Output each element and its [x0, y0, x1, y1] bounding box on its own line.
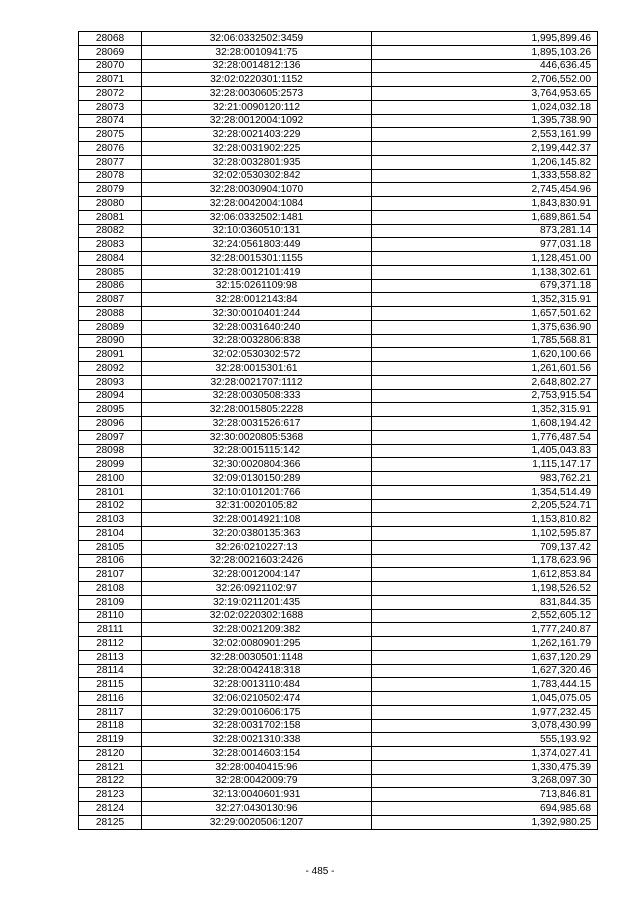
row-number-cell: 28080 [79, 197, 142, 211]
value-cell: 1,374,027.41 [372, 747, 598, 761]
cadastral-number-cell: 32:06:0210502:474 [142, 692, 372, 706]
table-row [79, 114, 598, 128]
value-cell: 1,178,623.96 [372, 554, 598, 568]
cadastral-number-cell: 32:28:0032801:935 [142, 155, 372, 169]
row-number-cell: 28119 [79, 733, 142, 747]
cadastral-number-cell: 32:02:0530302:842 [142, 169, 372, 183]
row-number-cell: 28089 [79, 320, 142, 334]
value-cell: 1,352,315.91 [372, 403, 598, 417]
value-cell: 2,706,552.00 [372, 73, 598, 87]
table-row [79, 664, 598, 678]
table-row [79, 788, 598, 802]
table-row [79, 155, 598, 169]
value-cell: 1,330,475.39 [372, 760, 598, 774]
row-number-cell: 28100 [79, 472, 142, 486]
row-number-cell: 28108 [79, 582, 142, 596]
value-cell: 1,024,032.18 [372, 100, 598, 114]
row-number-cell: 28112 [79, 637, 142, 651]
table-row [79, 224, 598, 238]
table-row [79, 73, 598, 87]
cadastral-number-cell: 32:28:0014921:108 [142, 513, 372, 527]
value-cell: 1,102,595.87 [372, 527, 598, 541]
value-cell: 679,371.18 [372, 279, 598, 293]
value-cell: 1,627,320.46 [372, 664, 598, 678]
table-row [79, 197, 598, 211]
cadastral-number-cell: 32:28:0012101:419 [142, 265, 372, 279]
value-cell: 1,995,899.46 [372, 32, 598, 46]
cadastral-number-cell: 32:28:0031702:158 [142, 719, 372, 733]
row-number-cell: 28118 [79, 719, 142, 733]
cadastral-number-cell: 32:28:0012004:147 [142, 568, 372, 582]
table-row [79, 279, 598, 293]
table-row [79, 87, 598, 101]
row-number-cell: 28113 [79, 650, 142, 664]
value-cell: 1,138,302.61 [372, 265, 598, 279]
cadastral-number-cell: 32:28:0030605:2573 [142, 87, 372, 101]
row-number-cell: 28096 [79, 417, 142, 431]
table-row [79, 362, 598, 376]
cadastral-number-cell: 32:28:0031640:240 [142, 320, 372, 334]
value-cell: 1,620,100.66 [372, 348, 598, 362]
cadastral-number-cell: 32:19:0211201:435 [142, 595, 372, 609]
row-number-cell: 28123 [79, 788, 142, 802]
value-cell: 1,375,636.90 [372, 320, 598, 334]
table-row [79, 472, 598, 486]
value-cell: 3,268,097.30 [372, 774, 598, 788]
row-number-cell: 28115 [79, 678, 142, 692]
cadastral-number-cell: 32:28:0010941:75 [142, 45, 372, 59]
row-number-cell: 28110 [79, 609, 142, 623]
table-row [79, 527, 598, 541]
table-row [79, 210, 598, 224]
cadastral-number-cell: 32:28:0012004:1092 [142, 114, 372, 128]
row-number-cell: 28083 [79, 238, 142, 252]
row-number-cell: 28071 [79, 73, 142, 87]
table-row [79, 252, 598, 266]
row-number-cell: 28086 [79, 279, 142, 293]
row-number-cell: 28105 [79, 540, 142, 554]
value-cell: 1,392,980.25 [372, 815, 598, 829]
cadastral-number-cell: 32:31:0020105:82 [142, 499, 372, 513]
table-row [79, 403, 598, 417]
value-cell: 1,354,514.49 [372, 485, 598, 499]
row-number-cell: 28109 [79, 595, 142, 609]
row-number-cell: 28070 [79, 59, 142, 73]
table-row [79, 802, 598, 816]
table-row [79, 128, 598, 142]
row-number-cell: 28081 [79, 210, 142, 224]
value-cell: 977,031.18 [372, 238, 598, 252]
cadastral-number-cell: 32:02:0530302:572 [142, 348, 372, 362]
table-row [79, 637, 598, 651]
cadastral-number-cell: 32:28:0021603:2426 [142, 554, 372, 568]
row-number-cell: 28092 [79, 362, 142, 376]
table-row [79, 678, 598, 692]
value-cell: 1,352,315.91 [372, 293, 598, 307]
value-cell: 2,648,802.27 [372, 375, 598, 389]
table-row [79, 142, 598, 156]
cadastral-number-cell: 32:26:0210227:13 [142, 540, 372, 554]
row-number-cell: 28114 [79, 664, 142, 678]
table-row [79, 815, 598, 829]
cadastral-number-cell: 32:28:0013110:484 [142, 678, 372, 692]
table-row [79, 45, 598, 59]
table-row [79, 430, 598, 444]
row-number-cell: 28068 [79, 32, 142, 46]
table-row [79, 623, 598, 637]
value-cell: 1,608,194.42 [372, 417, 598, 431]
value-cell: 1,262,161.79 [372, 637, 598, 651]
value-cell: 1,333,558.82 [372, 169, 598, 183]
table-row [79, 582, 598, 596]
table-row [79, 540, 598, 554]
value-cell: 1,115,147.17 [372, 458, 598, 472]
value-cell: 2,552,605.12 [372, 609, 598, 623]
value-cell: 1,895,103.26 [372, 45, 598, 59]
row-number-cell: 28091 [79, 348, 142, 362]
value-cell: 1,395,738.90 [372, 114, 598, 128]
cadastral-number-cell: 32:30:0020805:5368 [142, 430, 372, 444]
value-cell: 1,689,861.54 [372, 210, 598, 224]
cadastral-number-cell: 32:06:0332502:1481 [142, 210, 372, 224]
cadastral-number-cell: 32:06:0332502:3459 [142, 32, 372, 46]
value-cell: 446,636.45 [372, 59, 598, 73]
row-number-cell: 28078 [79, 169, 142, 183]
table-row [79, 444, 598, 458]
value-cell: 1,612,853.84 [372, 568, 598, 582]
table-row [79, 238, 598, 252]
row-number-cell: 28098 [79, 444, 142, 458]
row-number-cell: 28093 [79, 375, 142, 389]
cadastral-number-cell: 32:30:0010401:244 [142, 307, 372, 321]
row-number-cell: 28073 [79, 100, 142, 114]
table-row [79, 705, 598, 719]
table-row [79, 485, 598, 499]
table-row [79, 513, 598, 527]
table-body [79, 32, 598, 830]
row-number-cell: 28104 [79, 527, 142, 541]
row-number-cell: 28076 [79, 142, 142, 156]
table-row [79, 169, 598, 183]
value-cell: 1,153,810.82 [372, 513, 598, 527]
row-number-cell: 28075 [79, 128, 142, 142]
cadastral-number-cell: 32:30:0020804:366 [142, 458, 372, 472]
table-row [79, 389, 598, 403]
row-number-cell: 28103 [79, 513, 142, 527]
cadastral-number-cell: 32:21:0090120:112 [142, 100, 372, 114]
row-number-cell: 28120 [79, 747, 142, 761]
row-number-cell: 28099 [79, 458, 142, 472]
value-cell: 1,783,444.15 [372, 678, 598, 692]
table-row [79, 348, 598, 362]
cadastral-number-cell: 32:28:0031902:225 [142, 142, 372, 156]
cadastral-number-cell: 32:10:0360510:131 [142, 224, 372, 238]
value-cell: 709,137.42 [372, 540, 598, 554]
row-number-cell: 28088 [79, 307, 142, 321]
row-number-cell: 28116 [79, 692, 142, 706]
value-cell: 873,281.14 [372, 224, 598, 238]
row-number-cell: 28072 [79, 87, 142, 101]
value-cell: 2,553,161.99 [372, 128, 598, 142]
cadastral-number-cell: 32:28:0042418:318 [142, 664, 372, 678]
cadastral-number-cell: 32:28:0021707:1112 [142, 375, 372, 389]
table-row [79, 554, 598, 568]
cadastral-number-cell: 32:28:0021310:338 [142, 733, 372, 747]
page-number: - 485 - [305, 866, 335, 877]
cadastral-number-cell: 32:28:0031526:617 [142, 417, 372, 431]
table-row [79, 307, 598, 321]
value-cell: 1,977,232.45 [372, 705, 598, 719]
value-cell: 713,846.81 [372, 788, 598, 802]
value-cell: 1,657,501.62 [372, 307, 598, 321]
value-cell: 983,762.21 [372, 472, 598, 486]
cadastral-number-cell: 32:28:0032806:838 [142, 334, 372, 348]
row-number-cell: 28106 [79, 554, 142, 568]
cadastral-number-cell: 32:28:0014812:136 [142, 59, 372, 73]
row-number-cell: 28125 [79, 815, 142, 829]
cadastral-number-cell: 32:28:0021209:382 [142, 623, 372, 637]
row-number-cell: 28097 [79, 430, 142, 444]
value-cell: 1,128,451.00 [372, 252, 598, 266]
table-row [79, 774, 598, 788]
row-number-cell: 28121 [79, 760, 142, 774]
table-row [79, 650, 598, 664]
table-row [79, 417, 598, 431]
row-number-cell: 28107 [79, 568, 142, 582]
table-row [79, 183, 598, 197]
value-cell: 1,206,145.82 [372, 155, 598, 169]
table-row [79, 320, 598, 334]
row-number-cell: 28102 [79, 499, 142, 513]
cadastral-number-cell: 32:28:0021403:229 [142, 128, 372, 142]
cadastral-number-cell: 32:02:0220302:1688 [142, 609, 372, 623]
row-number-cell: 28117 [79, 705, 142, 719]
cadastral-number-cell: 32:02:0080901:295 [142, 637, 372, 651]
cadastral-number-cell: 32:28:0015301:1155 [142, 252, 372, 266]
table-row [79, 692, 598, 706]
table-row [79, 747, 598, 761]
value-cell: 555,193.92 [372, 733, 598, 747]
table-row [79, 265, 598, 279]
value-cell: 1,637,120.29 [372, 650, 598, 664]
cadastral-number-cell: 32:28:0042009:79 [142, 774, 372, 788]
row-number-cell: 28087 [79, 293, 142, 307]
value-cell: 694,985.68 [372, 802, 598, 816]
cadastral-number-cell: 32:28:0030501:1148 [142, 650, 372, 664]
row-number-cell: 28124 [79, 802, 142, 816]
table-row [79, 760, 598, 774]
value-cell: 1,776,487.54 [372, 430, 598, 444]
row-number-cell: 28084 [79, 252, 142, 266]
table-row [79, 609, 598, 623]
cadastral-number-cell: 32:28:0015115:142 [142, 444, 372, 458]
value-cell: 1,843,830.91 [372, 197, 598, 211]
value-cell: 1,785,568.81 [372, 334, 598, 348]
cadastral-number-cell: 32:20:0380135:363 [142, 527, 372, 541]
row-number-cell: 28077 [79, 155, 142, 169]
cadastral-number-cell: 32:26:0921102:97 [142, 582, 372, 596]
cadastral-number-cell: 32:02:0220301:1152 [142, 73, 372, 87]
cadastral-number-cell: 32:15:0261109:98 [142, 279, 372, 293]
cadastral-number-cell: 32:29:0020506:1207 [142, 815, 372, 829]
table-row [79, 595, 598, 609]
table-row [79, 293, 598, 307]
cadastral-number-cell: 32:10:0101201:766 [142, 485, 372, 499]
cadastral-number-cell: 32:13:0040601:931 [142, 788, 372, 802]
value-cell: 1,045,075.05 [372, 692, 598, 706]
table-row [79, 733, 598, 747]
cadastral-number-cell: 32:28:0012143:84 [142, 293, 372, 307]
cadastral-number-cell: 32:28:0040415:96 [142, 760, 372, 774]
table-row [79, 719, 598, 733]
cadastral-number-cell: 32:09:0130150:289 [142, 472, 372, 486]
value-cell: 2,753,915.54 [372, 389, 598, 403]
table-row [79, 334, 598, 348]
value-cell: 1,405,043.83 [372, 444, 598, 458]
row-number-cell: 28079 [79, 183, 142, 197]
table-row [79, 499, 598, 513]
cadastral-number-cell: 32:28:0015301:61 [142, 362, 372, 376]
cadastral-number-cell: 32:28:0014603:154 [142, 747, 372, 761]
row-number-cell: 28101 [79, 485, 142, 499]
value-cell: 1,777,240.87 [372, 623, 598, 637]
row-number-cell: 28122 [79, 774, 142, 788]
value-cell: 1,198,526.52 [372, 582, 598, 596]
value-cell: 1,261,601.56 [372, 362, 598, 376]
table-row [79, 32, 598, 46]
row-number-cell: 28082 [79, 224, 142, 238]
value-cell: 3,078,430.99 [372, 719, 598, 733]
table-row [79, 458, 598, 472]
cadastral-number-cell: 32:27:0430130:96 [142, 802, 372, 816]
table-row [79, 568, 598, 582]
table-row [79, 100, 598, 114]
row-number-cell: 28069 [79, 45, 142, 59]
cadastral-number-cell: 32:28:0030904:1070 [142, 183, 372, 197]
table-row [79, 59, 598, 73]
cadastral-number-cell: 32:29:0010606:175 [142, 705, 372, 719]
value-cell: 2,205,524.71 [372, 499, 598, 513]
cadastral-number-cell: 32:28:0042004:1084 [142, 197, 372, 211]
row-number-cell: 28111 [79, 623, 142, 637]
cadastral-value-table [78, 31, 598, 830]
value-cell: 3,764,953.65 [372, 87, 598, 101]
row-number-cell: 28094 [79, 389, 142, 403]
row-number-cell: 28095 [79, 403, 142, 417]
table-row [79, 375, 598, 389]
cadastral-number-cell: 32:28:0015805:2228 [142, 403, 372, 417]
row-number-cell: 28074 [79, 114, 142, 128]
cadastral-number-cell: 32:28:0030508:333 [142, 389, 372, 403]
row-number-cell: 28090 [79, 334, 142, 348]
value-cell: 2,199,442.37 [372, 142, 598, 156]
row-number-cell: 28085 [79, 265, 142, 279]
value-cell: 831,844.35 [372, 595, 598, 609]
value-cell: 2,745,454.96 [372, 183, 598, 197]
cadastral-number-cell: 32:24:0561803:449 [142, 238, 372, 252]
